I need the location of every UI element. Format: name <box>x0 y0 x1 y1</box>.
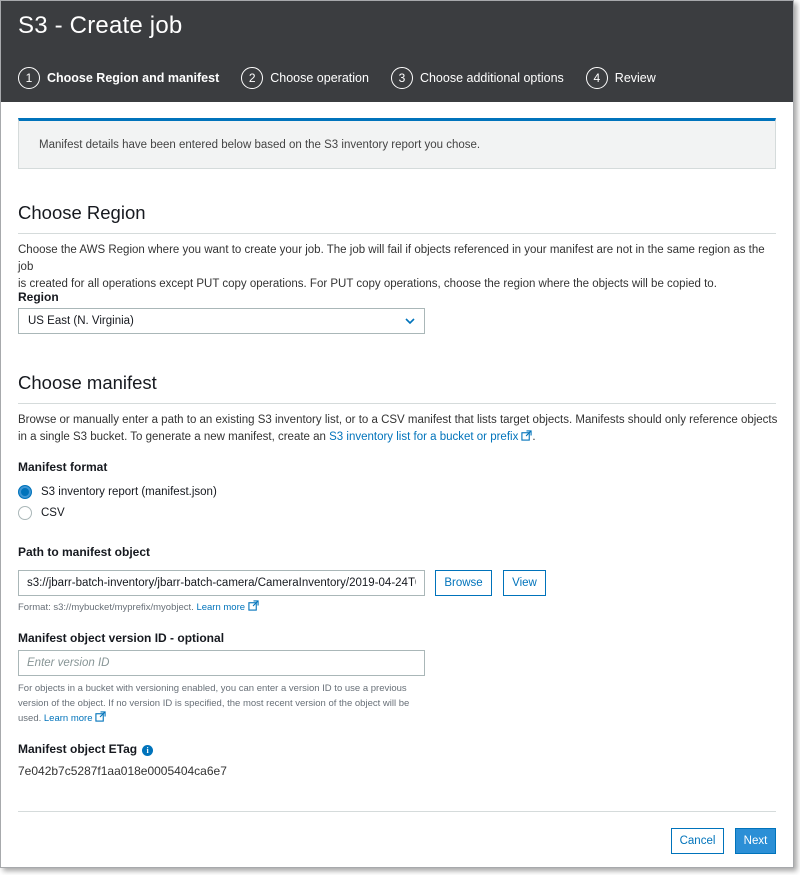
learn-more-text: Learn more <box>43 713 93 724</box>
region-description-line: Choose the AWS Region where you want to create your job. The job will fail if objects referenced in your manifest are not in the same region as the job <box>18 244 765 273</box>
region-select-value: US East (N. Virginia) <box>28 315 134 327</box>
version-id-input[interactable] <box>18 650 425 676</box>
version-help <box>18 681 409 726</box>
step-number: 4 <box>586 67 608 89</box>
page-title: S3 - Create job <box>18 12 183 39</box>
path-label: Path to manifest object <box>18 545 151 559</box>
radio-label: S3 inventory report (manifest.json) <box>41 486 217 498</box>
region-description <box>18 242 778 293</box>
external-link-icon <box>248 600 259 611</box>
header-bar <box>1 1 793 102</box>
s3-inventory-link[interactable] <box>329 431 532 443</box>
manifest-description-line: Browse or manually enter a path to an existing S3 inventory list, or to a CSV manifest that lists target objects. Manifests should only reference objects <box>18 414 778 426</box>
divider <box>18 403 776 404</box>
version-help-line: version of the object. If no version ID is specified, the most recent version of the object will be <box>18 698 410 709</box>
step-label: Choose Region and manifest <box>47 71 220 85</box>
region-label: Region <box>18 290 59 304</box>
radio-label: CSV <box>41 507 65 519</box>
s3-inventory-link-text: S3 inventory list for a bucket or prefix <box>329 431 519 443</box>
step-review[interactable] <box>586 67 656 89</box>
manifest-description-text: in a single S3 bucket. To generate a new manifest, create an <box>18 431 330 443</box>
choose-manifest-heading: Choose manifest <box>18 372 157 393</box>
step-choose-region[interactable] <box>18 67 219 89</box>
wizard-steps <box>18 67 678 89</box>
radio-button-checked[interactable] <box>18 485 32 499</box>
step-number: 1 <box>18 67 40 89</box>
info-banner <box>18 118 776 169</box>
chevron-down-icon <box>404 315 416 327</box>
divider <box>18 233 776 234</box>
manifest-description-line <box>18 429 778 446</box>
etag-label <box>18 742 153 756</box>
view-button[interactable]: View <box>503 570 546 596</box>
path-help <box>18 600 259 615</box>
step-label: Choose additional options <box>419 71 564 85</box>
version-help-line: For objects in a bucket with versioning enabled, you can enter a version ID to use a previous <box>18 683 407 694</box>
path-help-text: Format: s3://mybucket/myprefix/myobject. <box>18 602 194 613</box>
manifest-format-label: Manifest format <box>18 460 108 474</box>
version-help-text: used. <box>18 713 42 724</box>
radio-button[interactable] <box>18 506 32 520</box>
step-label: Review <box>614 71 656 85</box>
footer-divider <box>18 811 776 812</box>
radio-s3-inventory[interactable] <box>18 485 217 499</box>
learn-more-link[interactable] <box>196 602 259 613</box>
region-select[interactable] <box>18 308 425 334</box>
radio-csv[interactable] <box>18 506 65 520</box>
version-id-label: Manifest object version ID - optional <box>18 631 225 645</box>
manifest-description <box>18 412 778 446</box>
step-number: 2 <box>241 67 263 89</box>
region-description-line: is created for all operations except PUT copy operations. For PUT copy operations, choose the region where the objects will be copied to. <box>18 278 717 290</box>
manifest-path-input[interactable] <box>18 570 425 596</box>
step-additional-options[interactable] <box>391 67 564 89</box>
step-number: 3 <box>391 67 413 89</box>
step-label: Choose operation <box>270 71 369 85</box>
browse-button[interactable]: Browse <box>435 570 492 596</box>
learn-more-text: Learn more <box>196 602 246 613</box>
choose-region-heading: Choose Region <box>18 202 146 223</box>
etag-value: 7e042b7c5287f1aa018e0005404ca6e7 <box>18 764 227 778</box>
version-help-line <box>18 711 409 726</box>
manifest-description-text: . <box>532 431 536 443</box>
etag-label-text: Manifest object ETag <box>18 742 138 756</box>
external-link-icon <box>521 430 532 441</box>
learn-more-link[interactable] <box>44 713 107 724</box>
step-choose-operation[interactable] <box>241 67 369 89</box>
info-icon[interactable]: i <box>142 745 153 756</box>
cancel-button[interactable]: Cancel <box>671 828 724 854</box>
info-banner-text: Manifest details have been entered below based on the S3 inventory report you chose. <box>39 139 481 151</box>
external-link-icon <box>95 711 106 722</box>
next-button[interactable]: Next <box>735 828 776 854</box>
